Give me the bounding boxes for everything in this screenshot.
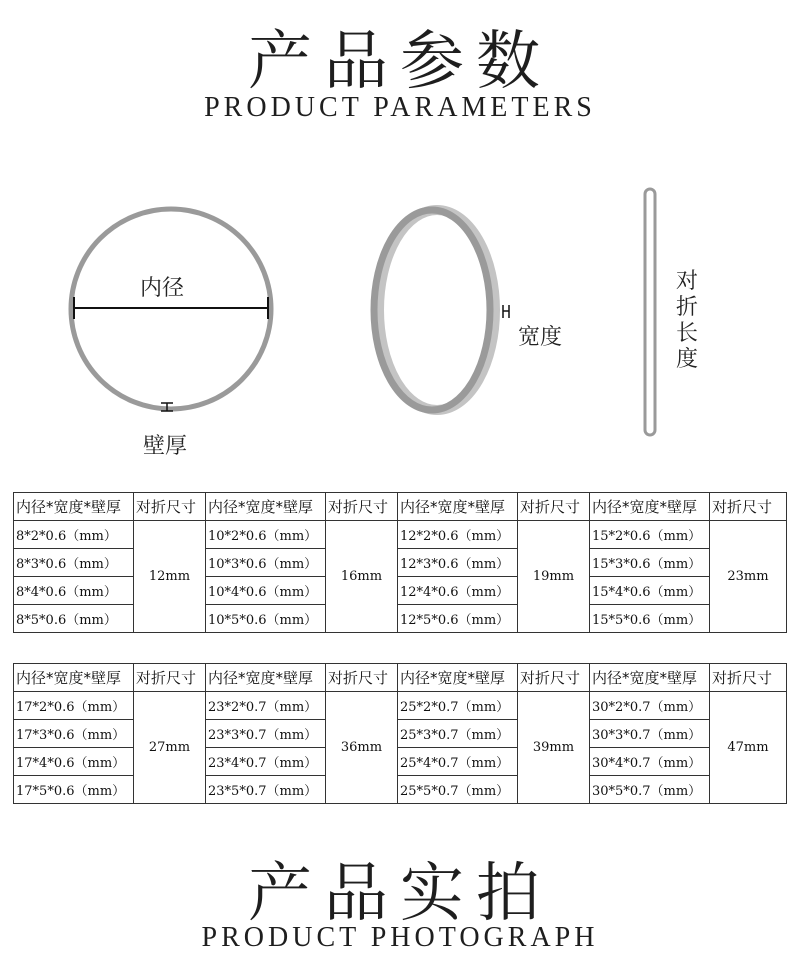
header-size: 内径*宽度*壁厚 — [14, 664, 134, 692]
page-title-cn: 产品参数 — [248, 25, 552, 99]
size-cell: 25*2*0.7（mm） — [398, 692, 518, 720]
width-label: 宽度 — [518, 325, 563, 350]
fold-cell: 47mm — [710, 692, 787, 804]
size-cell: 17*5*0.6（mm） — [14, 776, 134, 804]
header-fold: 对折尺寸 — [710, 493, 787, 521]
section-title-cn: 产品实拍 — [248, 857, 552, 931]
inner-diameter-label: 内径 — [140, 276, 185, 301]
header-size: 内径*宽度*壁厚 — [590, 493, 710, 521]
size-cell: 17*2*0.6（mm） — [14, 692, 134, 720]
table-row — [14, 605, 787, 633]
header-fold: 对折尺寸 — [134, 664, 206, 692]
size-cell: 23*5*0.7（mm） — [206, 776, 326, 804]
folded-band — [645, 189, 655, 435]
header-fold: 对折尺寸 — [710, 664, 787, 692]
size-cell: 15*3*0.6（mm） — [590, 549, 710, 577]
fold-length-label: 对折长度 — [675, 269, 698, 372]
header-size: 内径*宽度*壁厚 — [14, 493, 134, 521]
fold-cell: 16mm — [326, 521, 398, 633]
wall-thickness-label: 壁厚 — [143, 434, 188, 459]
size-table-1 — [13, 492, 787, 633]
fold-cell: 19mm — [518, 521, 590, 633]
fold-cell: 39mm — [518, 692, 590, 804]
table-row — [14, 521, 787, 549]
size-cell: 8*5*0.6（mm） — [14, 605, 134, 633]
size-cell: 15*2*0.6（mm） — [590, 521, 710, 549]
size-cell: 25*5*0.7（mm） — [398, 776, 518, 804]
header-size: 内径*宽度*壁厚 — [206, 493, 326, 521]
header-fold: 对折尺寸 — [326, 493, 398, 521]
table-row — [14, 748, 787, 776]
header-size: 内径*宽度*壁厚 — [398, 493, 518, 521]
header-size: 内径*宽度*壁厚 — [206, 664, 326, 692]
size-cell: 17*4*0.6（mm） — [14, 748, 134, 776]
section-title-en: PRODUCT PHOTOGRAPH — [201, 922, 599, 953]
table-header-row — [14, 493, 787, 521]
size-cell: 10*5*0.6（mm） — [206, 605, 326, 633]
size-cell: 15*4*0.6（mm） — [590, 577, 710, 605]
size-cell: 30*5*0.7（mm） — [590, 776, 710, 804]
table-header-row — [14, 664, 787, 692]
size-cell: 23*4*0.7（mm） — [206, 748, 326, 776]
fold-cell: 23mm — [710, 521, 787, 633]
size-cell: 8*3*0.6（mm） — [14, 549, 134, 577]
size-cell: 23*3*0.7（mm） — [206, 720, 326, 748]
size-cell: 23*2*0.7（mm） — [206, 692, 326, 720]
size-cell: 30*3*0.7（mm） — [590, 720, 710, 748]
rubber-band-diagram — [0, 175, 800, 465]
header-fold: 对折尺寸 — [518, 493, 590, 521]
fold-cell: 36mm — [326, 692, 398, 804]
size-cell: 30*2*0.7（mm） — [590, 692, 710, 720]
table-row — [14, 692, 787, 720]
ring-side-view-outer — [379, 210, 495, 410]
ring-side-view — [374, 210, 490, 410]
fold-cell: 12mm — [134, 521, 206, 633]
table-row — [14, 549, 787, 577]
size-cell: 30*4*0.7（mm） — [590, 748, 710, 776]
size-cell: 15*5*0.6（mm） — [590, 605, 710, 633]
size-cell: 10*4*0.6（mm） — [206, 577, 326, 605]
size-cell: 8*4*0.6（mm） — [14, 577, 134, 605]
size-cell: 25*4*0.7（mm） — [398, 748, 518, 776]
table-row — [14, 720, 787, 748]
size-cell: 12*4*0.6（mm） — [398, 577, 518, 605]
size-cell: 17*3*0.6（mm） — [14, 720, 134, 748]
size-cell: 12*2*0.6（mm） — [398, 521, 518, 549]
header-size: 内径*宽度*壁厚 — [590, 664, 710, 692]
fold-cell: 27mm — [134, 692, 206, 804]
size-cell: 8*2*0.6（mm） — [14, 521, 134, 549]
size-cell: 10*2*0.6（mm） — [206, 521, 326, 549]
header-size: 内径*宽度*壁厚 — [398, 664, 518, 692]
size-cell: 25*3*0.7（mm） — [398, 720, 518, 748]
size-cell: 10*3*0.6（mm） — [206, 549, 326, 577]
page-title-en: PRODUCT PARAMETERS — [204, 92, 596, 123]
size-table-2 — [13, 663, 787, 804]
size-cell: 12*3*0.6（mm） — [398, 549, 518, 577]
table-row — [14, 776, 787, 804]
header-fold: 对折尺寸 — [134, 493, 206, 521]
header-fold: 对折尺寸 — [326, 664, 398, 692]
header-fold: 对折尺寸 — [518, 664, 590, 692]
table-row — [14, 577, 787, 605]
size-cell: 12*5*0.6（mm） — [398, 605, 518, 633]
